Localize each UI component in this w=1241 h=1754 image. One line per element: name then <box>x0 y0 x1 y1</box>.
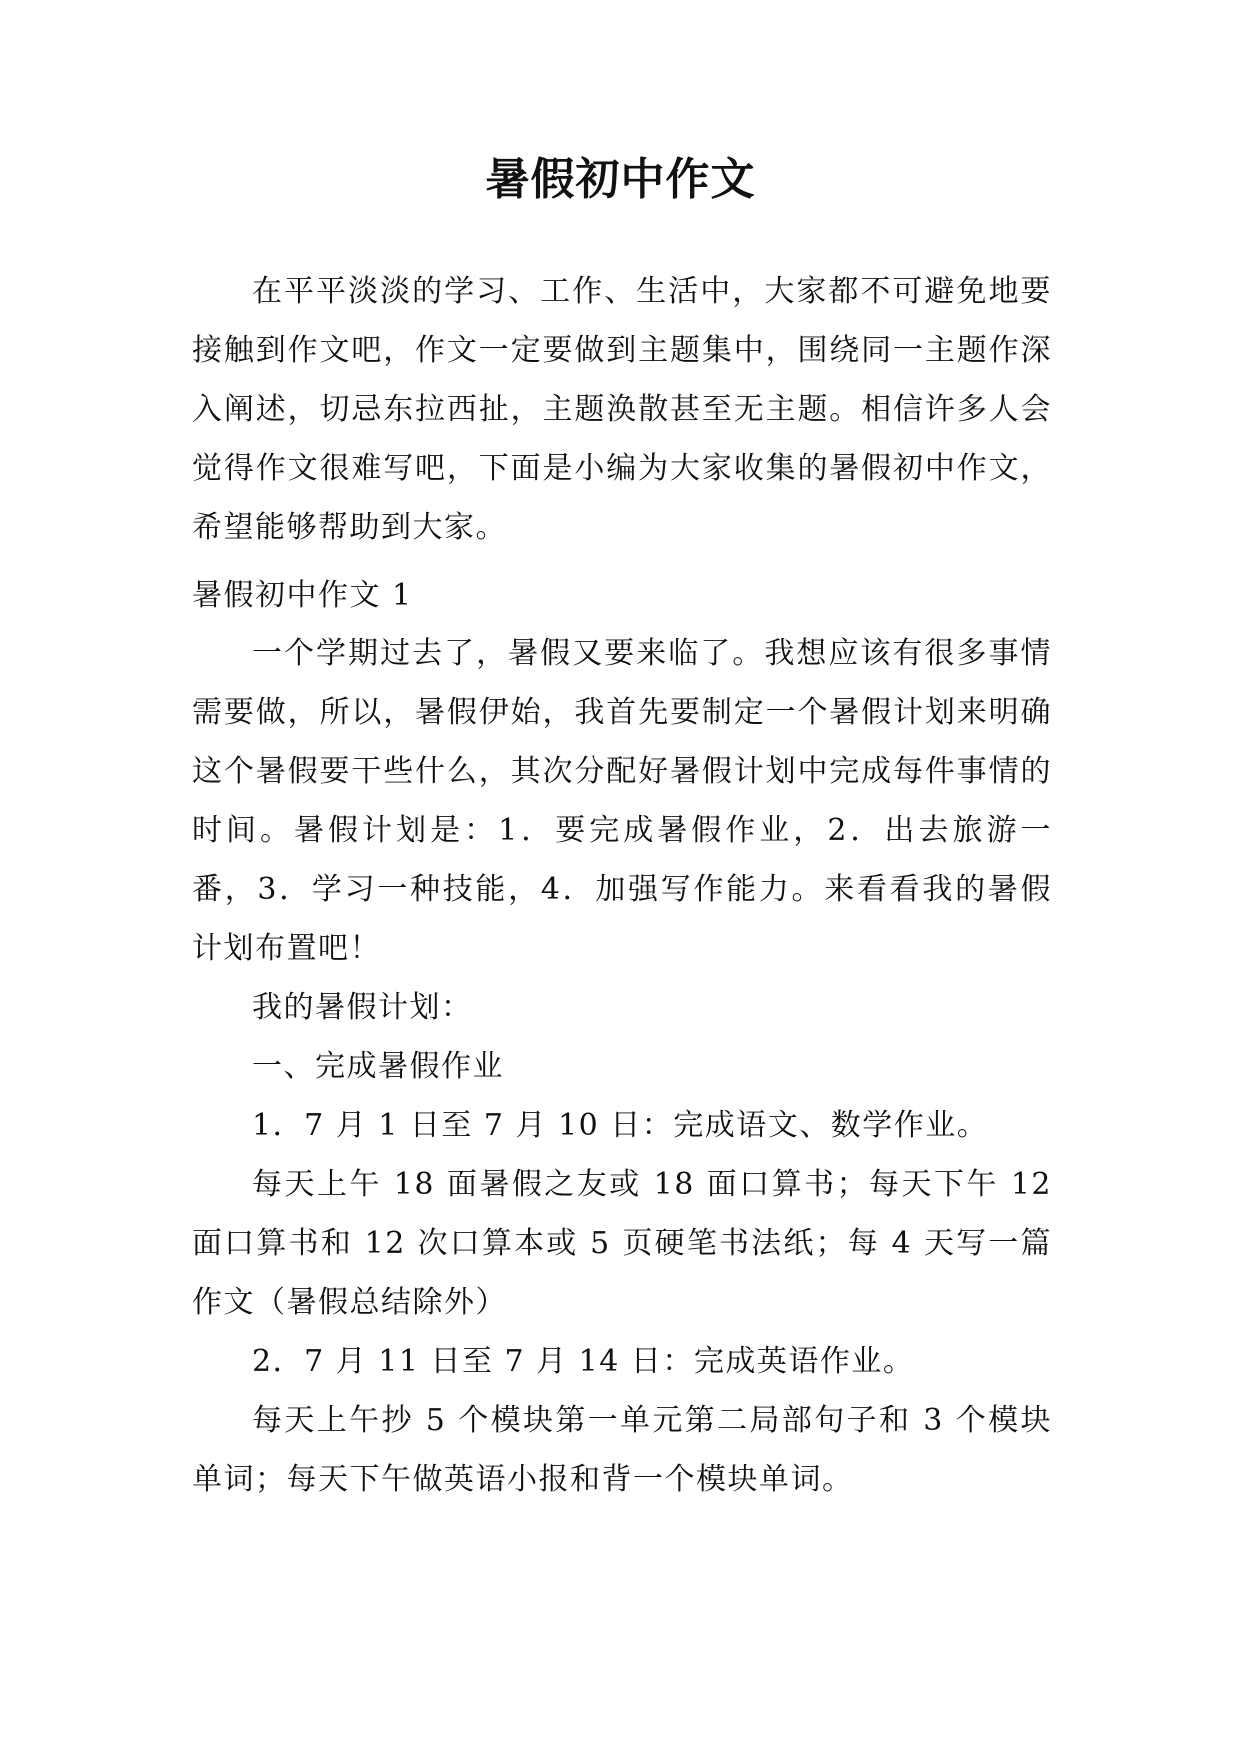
paragraph-7: 每天上午抄 5 个模块第一单元第二局部句子和 3 个模块单词；每天下午做英语小报和背一个模块单词。 <box>192 1403 1052 1497</box>
paragraph-4: 1．7 月 1 日至 7 月 10 日：完成语文、数学作业。 <box>252 1108 989 1143</box>
document-title: 暑假初中作文 <box>485 154 756 205</box>
intro-paragraph: 在平平淡淡的学习、工作、生活中，大家都不可避免地要接触到作文吧，作文一定要做到主题集中，围绕同一主题作深入阐述，切忌东拉西扯，主题涣散甚至无主题。相信许多人会觉得作文很难写吧，下面是小编为大家收集的暑假初中作文，希望能够帮助到大家。 <box>192 274 1052 545</box>
paragraph-5: 每天上午 18 面暑假之友或 18 面口算书；每天下午 12 面口算书和 12 次口算本或 5 页硬笔书法纸；每 4 天写一篇作文（暑假总结除外） <box>192 1167 1052 1320</box>
paragraph-3: 一、完成暑假作业 <box>252 1049 504 1084</box>
paragraph-2: 我的暑假计划： <box>252 990 473 1025</box>
essay-body <box>192 624 1052 1509</box>
paragraph-1: 一个学期过去了，暑假又要来临了。我想应该有很多事情需要做，所以，暑假伊始，我首先要制定一个暑假计划来明确这个暑假要干些什么，其次分配好暑假计划中完成每件事情的时间。暑假计划是：1．要完成暑假作业，2．出去旅游一番，3．学习一种技能，4．加强写作能力。来看看我的暑假计划布置吧！ <box>192 636 1052 966</box>
paragraph-6: 2．7 月 11 日至 7 月 14 日：完成英语作业。 <box>252 1344 915 1379</box>
section-heading: 暑假初中作文 1 <box>192 578 413 613</box>
